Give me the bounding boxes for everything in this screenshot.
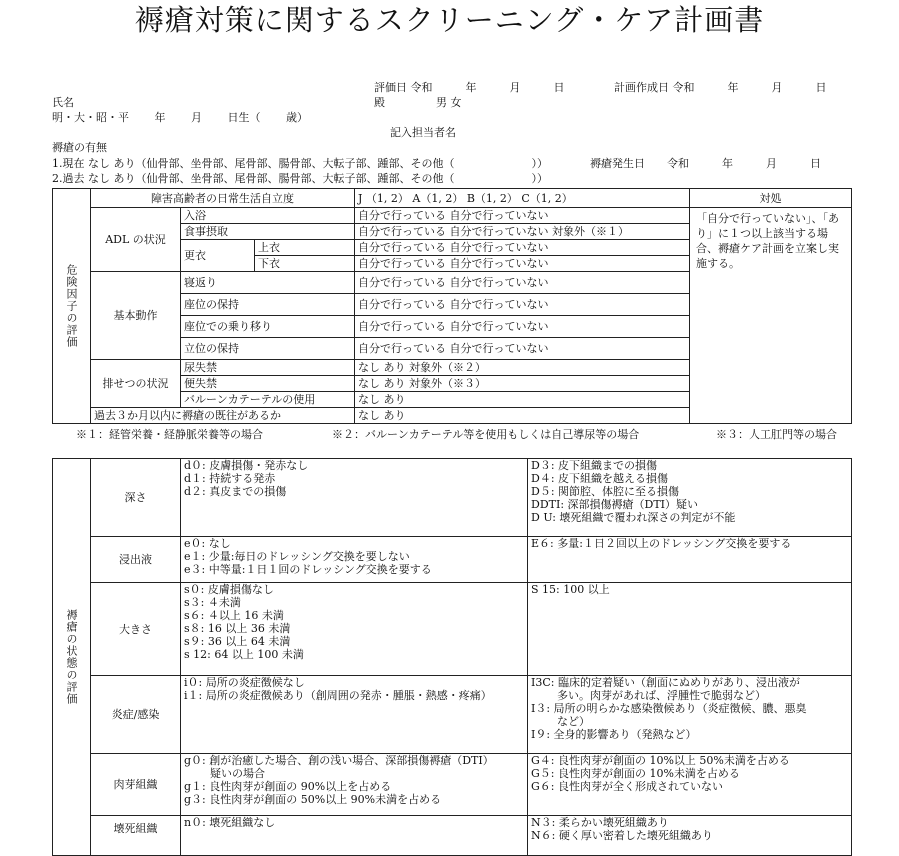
list-item: D４: 皮下組織を越える損傷 (531, 472, 669, 485)
ulcer-status-table (52, 458, 852, 856)
adl-label: ADL の状況 (91, 208, 181, 272)
list-item: 多い。肉芽があれば、浮腫性で脆弱など） (557, 689, 766, 702)
list-item: I３: 局所の明らかな感染徴候あり（炎症徴候、膿、悪臭 (531, 702, 807, 715)
shinshutsu-left (181, 537, 528, 583)
taisho-header: 対処 (690, 189, 852, 208)
daily-life-value: J （1, 2） A（1, 2） B（1, 2） C（1, 2） (355, 189, 690, 208)
past-ulcer-line: 2.過去 なし あり（仙骨部、坐骨部、尾骨部、腸骨部、大転子部、踵部、その他（ ）） (52, 172, 548, 185)
row-value: なし あり 対象外（※３） (355, 376, 690, 392)
list-item: S 15: 100 以上 (531, 583, 610, 596)
daily-life-label: 障害高齢者の日常生活自立度 (91, 189, 355, 208)
list-item: i０: 局所の炎症徴候なし (184, 676, 305, 689)
kihon-label: 基本動作 (91, 272, 181, 360)
list-item: i１: 局所の炎症徴候あり（創周囲の発赤・腫脹・熱感・疼痛） (184, 689, 492, 702)
status-label: 深さ (91, 459, 181, 537)
risk-factor-table (52, 188, 852, 424)
page-title: 褥瘡対策に関するスクリーニング・ケア計画書 (134, 3, 765, 37)
row-value: なし あり 対象外（※２） (355, 360, 690, 376)
list-item: n０: 壊死組織なし (184, 816, 276, 829)
name-label: 氏名 (52, 96, 74, 109)
row-label: 座位の保持 (181, 294, 355, 316)
ookisa-left (181, 583, 528, 676)
row-value: 自分で行っている 自分で行っていない (355, 208, 690, 224)
list-item: d０: 皮膚損傷・発赤なし (184, 459, 309, 472)
gender-options: 男 女 (436, 96, 462, 109)
row-label: 食事摂取 (181, 224, 355, 240)
list-item: I3C: 臨床的定着疑い（創面にぬめりがあり、浸出液が (531, 676, 800, 689)
list-item: N３: 柔らかい壊死組織あり (531, 816, 669, 829)
list-item: g３: 良性肉芽が創面の 50%以上 90%未満を占める (184, 793, 442, 806)
eval-date: 評価日 令和 年 月 日 (374, 81, 565, 94)
list-item: D５: 関節腔、体腔に至る損傷 (531, 485, 680, 498)
row-label: 上衣 (255, 240, 355, 256)
birth-date: 明・大・昭・平 年 月 日生（ 歳） (52, 111, 308, 124)
list-item: e３: 中等量:１日１回のドレッシング交換を要する (184, 563, 432, 576)
status-label: 肉芽組織 (91, 754, 181, 816)
list-item: D U: 壊死組織で覆われ深さの判定が不能 (531, 511, 736, 524)
row-label: 立位の保持 (181, 338, 355, 360)
note-2: ※２：バルーンカテーテル等を使用もしくは自己導尿等の場合 (332, 428, 640, 441)
row-value: 自分で行っている 自分で行っていない (355, 256, 690, 272)
haisetsu-label: 排せつの状況 (91, 360, 181, 408)
list-item: G５: 良性肉芽が創面の 10%未満を占める (531, 767, 740, 780)
list-item: DDTI: 深部損傷褥瘡（DTI）疑い (531, 498, 699, 511)
row-value: 自分で行っている 自分で行っていない (355, 338, 690, 360)
list-item: G６: 良性肉芽が全く形成されていない (531, 780, 723, 793)
list-item: など） (557, 715, 590, 728)
row-value: なし あり (355, 392, 690, 408)
row-label: 過去３か月以内に褥瘡の既往があるか (91, 408, 355, 424)
list-item: I９: 全身的影響あり（発熱など） (531, 728, 697, 741)
row-label: バルーンカテーテルの使用 (181, 392, 355, 408)
row-label: 入浴 (181, 208, 355, 224)
list-item: s０: 皮膚損傷なし (184, 583, 274, 596)
plan-date: 計画作成日 令和 年 月 日 (614, 81, 827, 94)
row-label: 下衣 (255, 256, 355, 272)
shinshutsu-right (528, 537, 852, 583)
list-item: s３: ４未満 (184, 596, 241, 609)
note-3: ※３：人工肛門等の場合 (716, 428, 837, 441)
note-1: ※１：経管栄養・経静脈栄養等の場合 (76, 428, 263, 441)
row-value: 自分で行っている 自分で行っていない (355, 272, 690, 294)
list-item: E６: 多量:１日２回以上のドレッシング交換を要する (531, 537, 792, 550)
row-label: 座位での乗り移り (181, 316, 355, 338)
list-item: e１: 少量:毎日のドレッシング交換を要しない (184, 550, 410, 563)
risk-side-label: 危険因子の評価 (53, 189, 91, 424)
ensho-left (181, 676, 528, 754)
dono-label: 殿 (374, 96, 385, 109)
nikuge-right (528, 754, 852, 816)
onset-date: 褥瘡発生日 令和 年 月 日 (590, 157, 821, 170)
list-item: 疑いの場合 (210, 767, 265, 780)
row-label: 更衣 (181, 240, 255, 272)
list-item: d２: 真皮までの損傷 (184, 485, 287, 498)
eshi-left (181, 816, 528, 856)
ookisa-right (528, 583, 852, 676)
list-item: s８: 16 以上 36 未満 (184, 622, 291, 635)
recorder-label: 記入担当者名 (390, 126, 456, 139)
current-ulcer-line: 1.現在 なし あり（仙骨部、坐骨部、尾骨部、腸骨部、大転子部、踵部、その他（ ）） (52, 157, 548, 170)
list-item: g０: 創が治癒した場合、創の浅い場合、深部損傷褥瘡（DTI） (184, 754, 494, 767)
fukasa-left (181, 459, 528, 537)
status-label: 浸出液 (91, 537, 181, 583)
row-label: 便失禁 (181, 376, 355, 392)
row-value: なし あり (355, 408, 690, 424)
nikuge-left (181, 754, 528, 816)
list-item: e０: なし (184, 537, 231, 550)
list-item: s６: ４以上 16 未満 (184, 609, 284, 622)
list-item: G４: 良性肉芽が創面の 10%以上 50%未満を占める (531, 754, 790, 767)
taisho-text: 「自分で行っていない」、「あり」に１つ以上該当する場合、褥瘡ケア計画を立案し実施する。 (690, 208, 852, 424)
row-label: 尿失禁 (181, 360, 355, 376)
row-value: 自分で行っている 自分で行っていない 対象外（※１） (355, 224, 690, 240)
list-item: D３: 皮下組織までの損傷 (531, 459, 658, 472)
row-value: 自分で行っている 自分で行っていない (355, 240, 690, 256)
status-label: 大きさ (91, 583, 181, 676)
eshi-right (528, 816, 852, 856)
list-item: d１: 持続する発赤 (184, 472, 276, 485)
row-value: 自分で行っている 自分で行っていない (355, 316, 690, 338)
pressure-ulcer-label: 褥瘡の有無 (52, 141, 107, 154)
list-item: s 12: 64 以上 100 未満 (184, 648, 304, 661)
status-label: 炎症/感染 (91, 676, 181, 754)
list-item: N６: 硬く厚い密着した壊死組織あり (531, 829, 713, 842)
list-item: s９: 36 以上 64 未満 (184, 635, 291, 648)
fukasa-right (528, 459, 852, 537)
status-side-label: 褥瘡の状態の評価 (53, 459, 91, 856)
ensho-right (528, 676, 852, 754)
row-value: 自分で行っている 自分で行っていない (355, 294, 690, 316)
row-label: 寝返り (181, 272, 355, 294)
status-label: 壊死組織 (91, 816, 181, 856)
list-item: g１: 良性肉芽が創面の 90%以上を占める (184, 780, 392, 793)
